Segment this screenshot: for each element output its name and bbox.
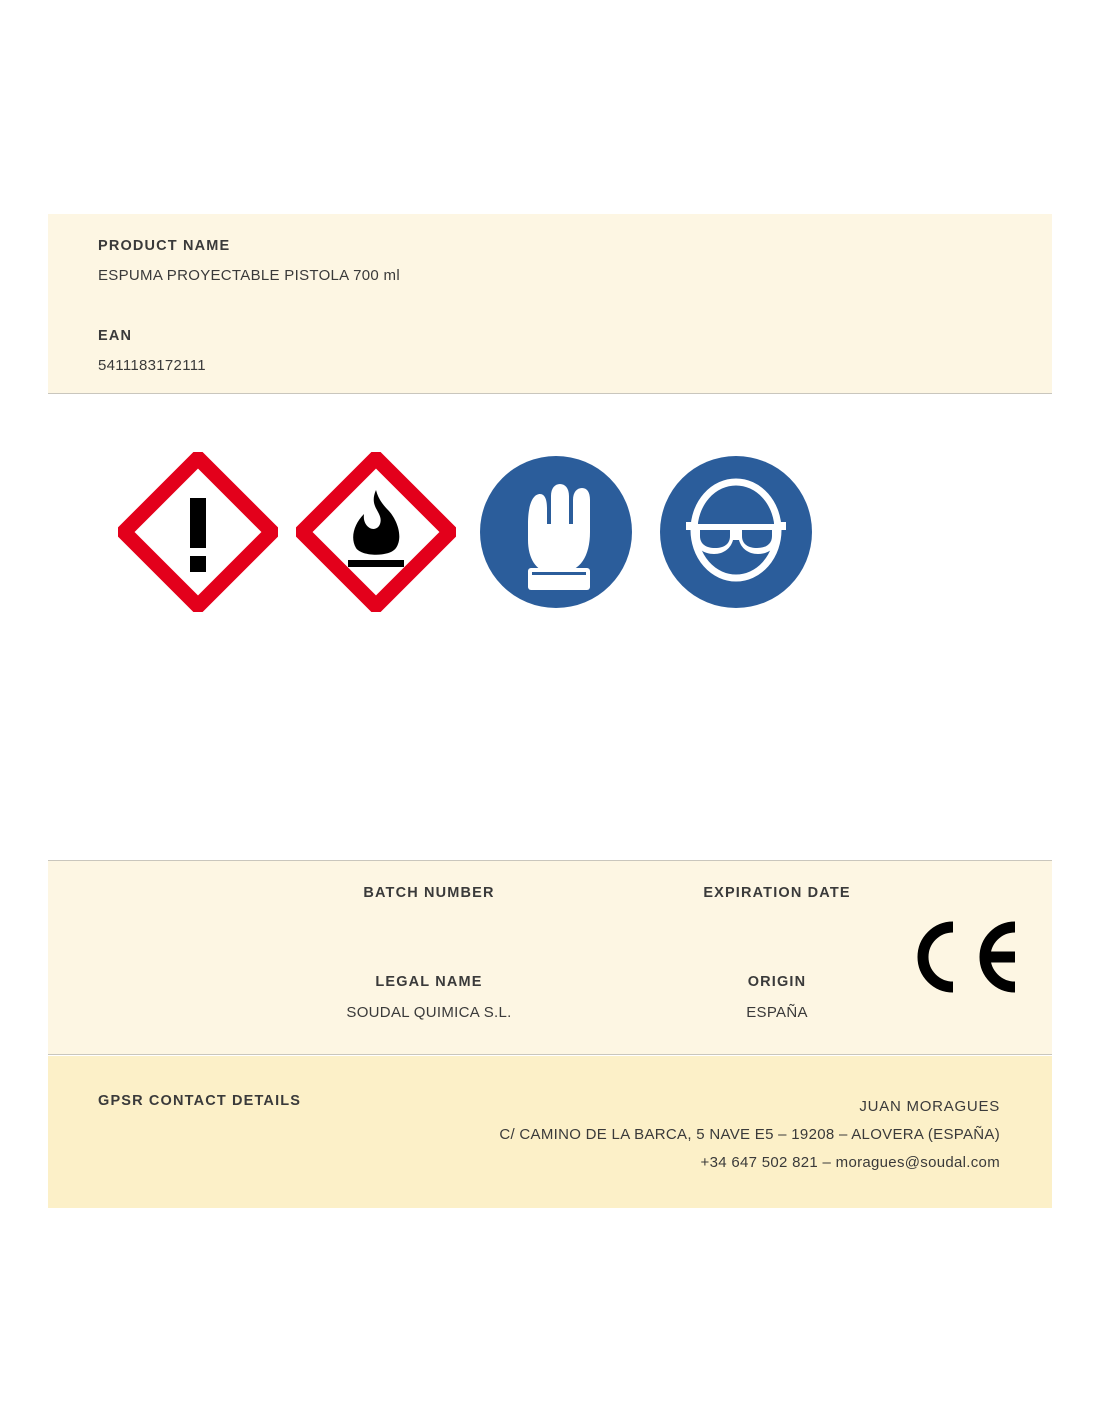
wear-eye-protection-icon <box>656 452 816 612</box>
expiration-date-heading: EXPIRATION DATE <box>703 885 851 901</box>
gpsr-contact-person: JUAN MORAGUES <box>859 1098 1000 1115</box>
gpsr-contact-lines <box>499 1093 1000 1177</box>
ghs02-flammable-icon <box>296 452 456 612</box>
batch-number-heading: BATCH NUMBER <box>363 885 495 901</box>
legal-name-heading: LEGAL NAME <box>375 974 483 990</box>
origin-heading: ORIGIN <box>747 974 807 990</box>
wear-protective-gloves-icon <box>476 452 636 612</box>
ghs07-exclamation-mark-icon <box>118 452 278 612</box>
gpsr-contact-phone-email: +34 647 502 821 – moragues@soudal.com <box>700 1154 1000 1171</box>
ce-marking-icon <box>903 921 1023 993</box>
product-info-panel <box>48 214 1052 394</box>
gpsr-contact-address: C/ CAMINO DE LA BARCA, 5 NAVE E5 – 19208 – ALOVERA (ESPAÑA) <box>499 1126 1000 1143</box>
gpsr-contact-heading: GPSR CONTACT DETAILS <box>98 1093 302 1109</box>
pictogram-row <box>118 452 838 620</box>
ean-heading: EAN <box>98 328 133 344</box>
origin-value: ESPAÑA <box>746 1004 808 1021</box>
batch-legal-panel <box>48 860 1052 1055</box>
product-name-value: ESPUMA PROYECTABLE PISTOLA 700 ml <box>98 267 400 284</box>
ean-value: 5411183172111 <box>98 357 206 374</box>
legal-name-value: SOUDAL QUIMICA S.L. <box>346 1004 512 1021</box>
gpsr-contact-panel <box>48 1056 1052 1208</box>
product-name-heading: PRODUCT NAME <box>98 238 231 254</box>
